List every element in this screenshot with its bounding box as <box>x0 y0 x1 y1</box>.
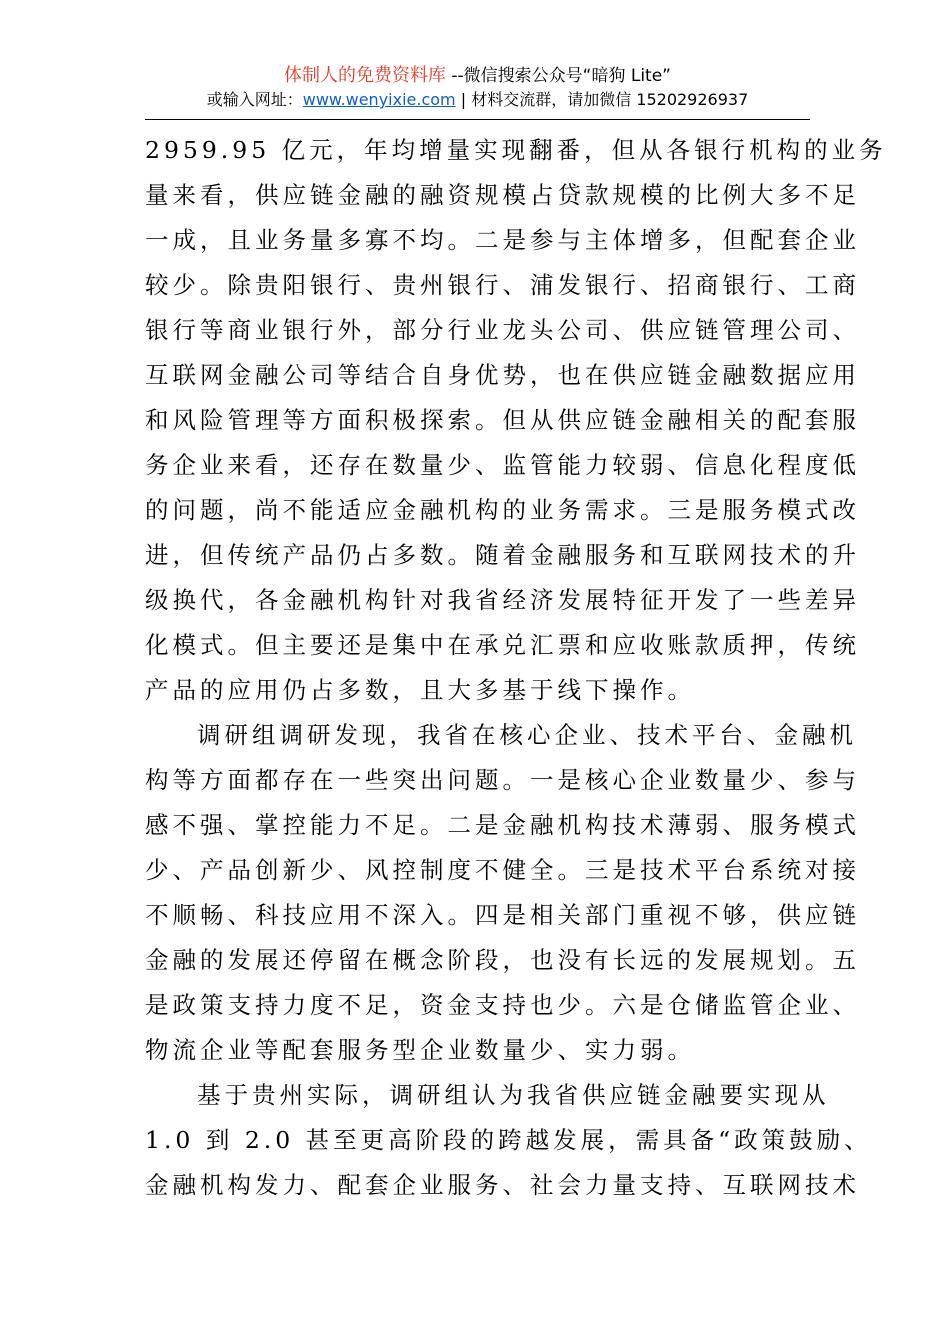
text-line: 一成，且业务量多寡不均。二是参与主体增多，但配套企业 <box>145 226 860 254</box>
header-divider <box>145 119 810 120</box>
header-contact-line <box>145 88 810 112</box>
text-line: 银行等商业银行外，部分行业龙头公司、供应链管理公司、 <box>145 316 860 344</box>
text-line: 2959.95 亿元，年均增量实现翻番，但从各银行机构的业务 <box>145 136 887 164</box>
paragraph <box>145 1073 872 1208</box>
text-line: 调研组调研发现，我省在核心企业、技术平台、金融机 <box>197 721 857 749</box>
text-line: 进，但传统产品仍占多数。随着金融服务和互联网技术的升 <box>145 541 860 569</box>
header-url-link[interactable]: www.wenyixie.com <box>302 90 456 109</box>
text-line: 的问题，尚不能适应金融机构的业务需求。三是服务模式改 <box>145 496 860 524</box>
paragraph <box>145 713 860 1073</box>
text-line: 物流企业等配套服务型企业数量少、实力弱。 <box>145 1036 695 1064</box>
text-line: 级换代，各金融机构针对我省经济发展特征开发了一些差异 <box>145 586 860 614</box>
text-line: 务企业来看，还存在数量少、监管能力较弱、信息化程度低 <box>145 451 860 479</box>
text-line: 较少。除贵阳银行、贵州银行、浦发银行、招商银行、工商 <box>145 271 860 299</box>
text-line: 基于贵州实际，调研组认为我省供应链金融要实现从 <box>197 1081 830 1109</box>
text-line: 和风险管理等方面积极探索。但从供应链金融相关的配套服 <box>145 406 860 434</box>
header-wechat-hint: --微信搜索公众号“暗狗 Lite” <box>445 66 671 86</box>
document-header <box>145 64 810 112</box>
header-contact: | 材料交流群，请加微信 15202926937 <box>455 90 749 109</box>
header-title-line <box>145 64 810 88</box>
text-line: 感不强、掌控能力不足。二是金融机构技术薄弱、服务模式 <box>145 811 860 839</box>
text-line: 不顺畅、科技应用不深入。四是相关部门重视不够，供应链 <box>145 901 860 929</box>
text-line: 1.0 到 2.0 甚至更高阶段的跨越发展，需具备“政策鼓励、 <box>145 1126 872 1154</box>
paragraph <box>145 128 887 713</box>
header-brand: 体制人的免费资料库 <box>283 65 446 86</box>
text-line: 金融的发展还停留在概念阶段，也没有长远的发展规划。五 <box>145 946 860 974</box>
text-line: 金融机构发力、配套企业服务、社会力量支持、互联网技术 <box>145 1171 860 1199</box>
text-line: 互联网金融公司等结合自身优势，也在供应链金融数据应用 <box>145 361 860 389</box>
header-url-prefix: 或输入网址： <box>206 90 303 109</box>
text-line: 是政策支持力度不足，资金支持也少。六是仓储监管企业、 <box>145 991 860 1019</box>
text-line: 化模式。但主要还是集中在承兑汇票和应收账款质押，传统 <box>145 631 860 659</box>
document-body <box>145 128 887 1208</box>
text-line: 产品的应用仍占多数，且大多基于线下操作。 <box>145 676 695 704</box>
text-line: 构等方面都存在一些突出问题。一是核心企业数量少、参与 <box>145 766 860 794</box>
text-line: 少、产品创新少、风控制度不健全。三是技术平台系统对接 <box>145 856 860 884</box>
text-line: 量来看，供应链金融的融资规模占贷款规模的比例大多不足 <box>145 181 860 209</box>
